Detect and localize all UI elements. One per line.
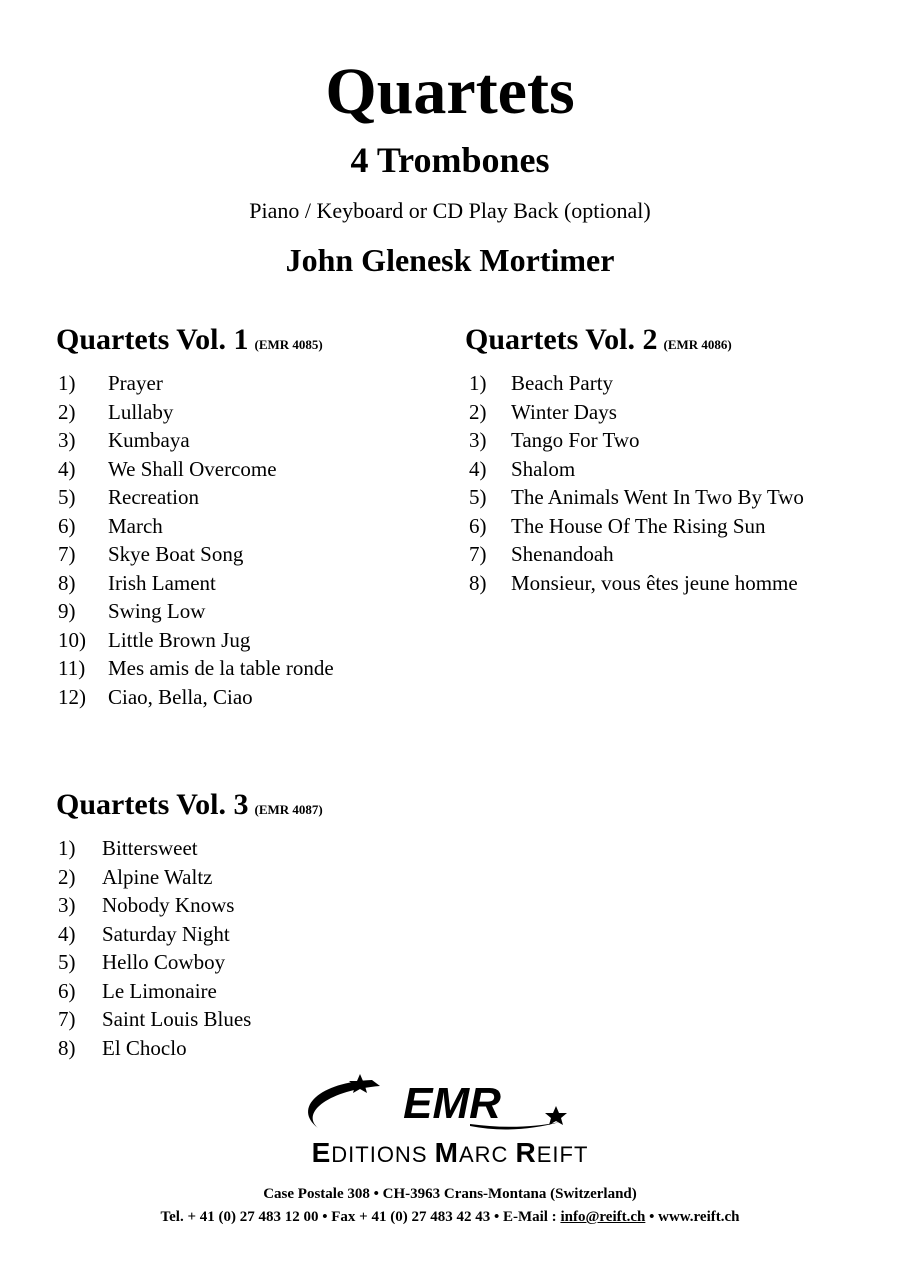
track-title: Monsieur, vous êtes jeune homme xyxy=(511,570,798,595)
track-number: 4) xyxy=(58,921,76,946)
list-item xyxy=(56,426,334,455)
track-title: March xyxy=(108,513,163,538)
track-number: 7) xyxy=(469,542,487,566)
volume-catalog-code: (EMR 4085) xyxy=(254,337,323,352)
list-item xyxy=(56,683,334,712)
list-item xyxy=(465,426,804,455)
track-number: 7) xyxy=(58,542,76,566)
track-number: 7) xyxy=(58,1007,76,1031)
list-item xyxy=(56,654,334,683)
track-number: 1) xyxy=(58,371,76,395)
page-subtitle: 4 Trombones xyxy=(350,140,550,180)
track-list xyxy=(56,369,334,711)
list-item xyxy=(465,483,804,512)
website-text: • www.reift.ch xyxy=(645,1209,740,1225)
list-item xyxy=(465,398,804,427)
star-icon xyxy=(545,1106,567,1125)
composer-name: John Glenesk Mortimer xyxy=(285,242,615,278)
publisher-initial: R xyxy=(515,1137,537,1168)
list-item xyxy=(56,569,334,598)
track-number: 3) xyxy=(58,428,76,452)
track-title: Recreation xyxy=(108,485,199,509)
list-item xyxy=(56,398,334,427)
email-link[interactable]: info@reift.ch xyxy=(560,1209,646,1225)
track-number: 6) xyxy=(58,978,76,1003)
publisher-contact xyxy=(0,1207,900,1227)
track-title: Irish Lament xyxy=(108,570,216,595)
track-title: Ciao, Bella, Ciao xyxy=(108,684,253,709)
publisher-address: Case Postale 308 • CH-3963 Crans-Montana (Switzerland) xyxy=(263,1186,637,1202)
list-item xyxy=(56,920,323,949)
logo-wordmark: EMR xyxy=(403,1079,501,1128)
track-number: 9) xyxy=(58,599,76,623)
track-title: Hello Cowboy xyxy=(102,950,226,974)
list-item xyxy=(56,1005,323,1034)
volume-catalog-code: (EMR 4086) xyxy=(663,337,732,352)
list-item xyxy=(56,834,323,863)
track-number: 2) xyxy=(58,399,76,424)
list-item xyxy=(56,1034,323,1063)
list-item xyxy=(56,540,334,569)
contact-phone-fax: Tel. + 41 (0) 27 483 12 00 • Fax + 41 (0) 27 483 42 43 • E-Mail : xyxy=(160,1209,561,1225)
track-number: 6) xyxy=(58,513,76,538)
track-list xyxy=(56,834,323,1062)
track-title: Saint Louis Blues xyxy=(102,1007,252,1031)
track-list xyxy=(465,369,804,597)
track-number: 6) xyxy=(469,513,487,538)
track-title: The House Of The Rising Sun xyxy=(511,513,766,538)
publisher-name xyxy=(0,1138,900,1170)
track-title: Nobody Knows xyxy=(102,893,235,917)
publisher-initial: M xyxy=(434,1137,459,1168)
volume-2-section xyxy=(465,320,804,597)
list-item xyxy=(465,512,804,541)
track-number: 10) xyxy=(58,627,86,652)
volume-title: Quartets Vol. 2 xyxy=(465,323,658,356)
track-title: We Shall Overcome xyxy=(108,456,277,481)
list-item xyxy=(56,891,323,920)
publisher-word: ARC xyxy=(458,1142,516,1167)
list-item xyxy=(465,569,804,598)
list-item xyxy=(465,540,804,569)
list-item xyxy=(56,483,334,512)
volume-catalog-code: (EMR 4087) xyxy=(254,802,323,817)
volume-1-section xyxy=(56,320,334,711)
track-number: 5) xyxy=(58,485,76,509)
track-title: Bittersweet xyxy=(102,836,198,860)
track-title: Alpine Waltz xyxy=(102,864,213,889)
track-number: 2) xyxy=(58,864,76,889)
track-title: Mes amis de la table ronde xyxy=(108,656,334,680)
swoosh-icon xyxy=(308,1080,380,1128)
list-item xyxy=(465,455,804,484)
track-title: Saturday Night xyxy=(102,921,230,946)
track-number: 2) xyxy=(469,399,487,424)
track-title: Shenandoah xyxy=(511,542,614,566)
volume-3-section xyxy=(56,785,323,1062)
track-number: 8) xyxy=(58,570,76,595)
track-number: 5) xyxy=(58,950,76,974)
track-title: Lullaby xyxy=(108,399,174,424)
track-number: 3) xyxy=(58,893,76,917)
track-number: 5) xyxy=(469,485,487,509)
track-title: Beach Party xyxy=(511,371,614,395)
track-number: 8) xyxy=(469,570,487,595)
publisher-initial: E xyxy=(311,1137,332,1168)
track-number: 3) xyxy=(469,428,487,452)
list-item xyxy=(56,863,323,892)
page-title: Quartets xyxy=(325,55,575,128)
track-title: Tango For Two xyxy=(511,428,640,452)
volume-heading xyxy=(56,785,323,830)
track-number: 1) xyxy=(469,371,487,395)
list-item xyxy=(56,948,323,977)
emr-logo-graphic xyxy=(0,1068,900,1138)
publisher-word: DITIONS xyxy=(331,1142,435,1167)
publisher-word: EIFT xyxy=(536,1142,589,1167)
track-number: 4) xyxy=(58,456,76,481)
track-number: 4) xyxy=(469,456,487,481)
list-item xyxy=(56,512,334,541)
volume-heading xyxy=(56,320,334,365)
volume-title: Quartets Vol. 1 xyxy=(56,323,249,356)
track-number: 12) xyxy=(58,684,86,709)
track-title: The Animals Went In Two By Two xyxy=(511,485,804,509)
list-item xyxy=(56,626,334,655)
track-title: Shalom xyxy=(511,456,576,481)
track-title: Winter Days xyxy=(511,399,617,424)
track-title: Little Brown Jug xyxy=(108,627,251,652)
list-item xyxy=(56,455,334,484)
track-title: Skye Boat Song xyxy=(108,542,244,566)
track-title: Kumbaya xyxy=(108,428,190,452)
track-title: Swing Low xyxy=(108,599,206,623)
track-title: Prayer xyxy=(108,371,163,395)
track-number: 1) xyxy=(58,836,76,860)
track-title: El Choclo xyxy=(102,1035,187,1060)
list-item xyxy=(56,369,334,398)
track-number: 8) xyxy=(58,1035,76,1060)
volume-heading xyxy=(465,320,804,365)
track-number: 11) xyxy=(58,656,86,680)
track-title: Le Limonaire xyxy=(102,978,217,1003)
volume-title: Quartets Vol. 3 xyxy=(56,788,249,821)
list-item xyxy=(56,597,334,626)
instrumentation-note: Piano / Keyboard or CD Play Back (optional) xyxy=(249,198,651,223)
list-item xyxy=(465,369,804,398)
list-item xyxy=(56,977,323,1006)
